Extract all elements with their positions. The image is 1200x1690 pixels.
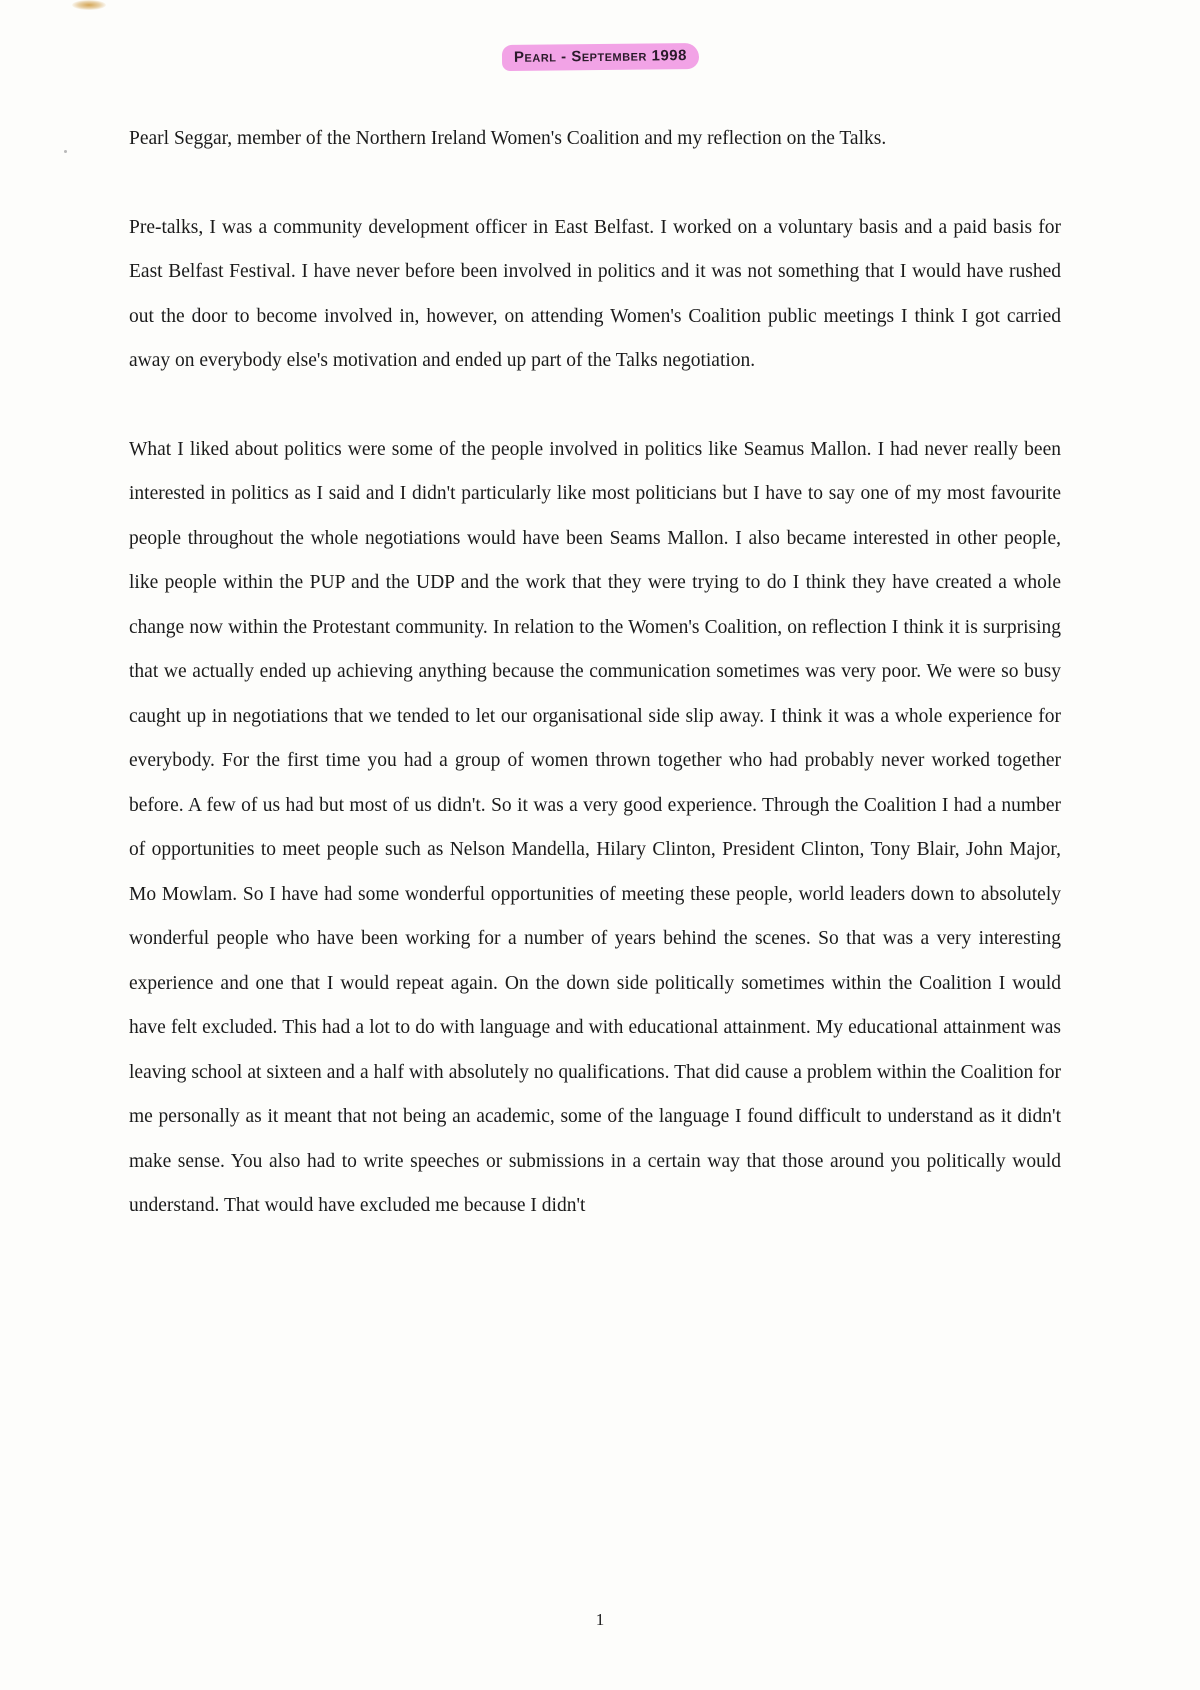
- highlighted-header: Pearl - September 1998: [501, 43, 698, 71]
- paragraph-pre-talks: Pre-talks, I was a community development officer in East Belfast. I worked on a voluntary basis and a paid basis for East Belfast Festival. I have never before been involved in politics and it was not something that I would have rushed out the door to become involved in, however, on attending Women's Coalition public meetings I think I got carried away on everybody else's motivation and ended up part of the Talks negotiation.: [129, 216, 1061, 371]
- paper-smudge: [72, 0, 106, 10]
- header-area: [0, 44, 1200, 70]
- page-number: 1: [595, 1610, 605, 1629]
- document-body: [129, 117, 1061, 1273]
- paper-speck: [64, 150, 67, 153]
- paragraph-intro: Pearl Seggar, member of the Northern Ireland Women's Coalition and my reflection on the Talks.: [129, 128, 887, 149]
- paragraph-reflection: What I liked about politics were some of the people involved in politics like Seamus Mallon. I had never really been interested in politics as I said and I didn't particularly like most politicians but I have to say one of my most favourite people throughout the whole negotiations would have been Seams Mallon. I also became interested in other people, like people within the PUP and the UDP and the work that they were trying to do I think they have created a whole change now within the Protestant community. In relation to the Women's Coalition, on reflection I think it is surprising that we actually ended up achieving anything because the communication sometimes was very poor. We were so busy caught up in negotiations that we tended to let our organisational side slip away. I think it was a whole experience for everybody. For the first time you had a group of women thrown together who had probably never worked together before. A few of us had but most of us didn't. So it was a very good experience. Through the Coalition I had a number of opportunities to meet people such as Nelson Mandella, Hilary Clinton, President Clinton, Tony Blair, John Major, Mo Mowlam. So I have had some wonderful opportunities of meeting these people, world leaders down to absolutely wonderful people who have been working for a number of years behind the scenes. So that was a very interesting experience and one that I would repeat again. On the down side politically sometimes within the Coalition I would have felt excluded. This had a lot to do with language and with educational attainment. My educational attainment was leaving school at sixteen and a half with absolutely no qualifications. That did cause a problem within the Coalition for me personally as it meant that not being an academic, some of the language I found difficult to understand as it didn't make sense. You also had to write speeches or submissions in a certain way that those around you politically would understand. That would have excluded me because I didn't: [129, 438, 1061, 1216]
